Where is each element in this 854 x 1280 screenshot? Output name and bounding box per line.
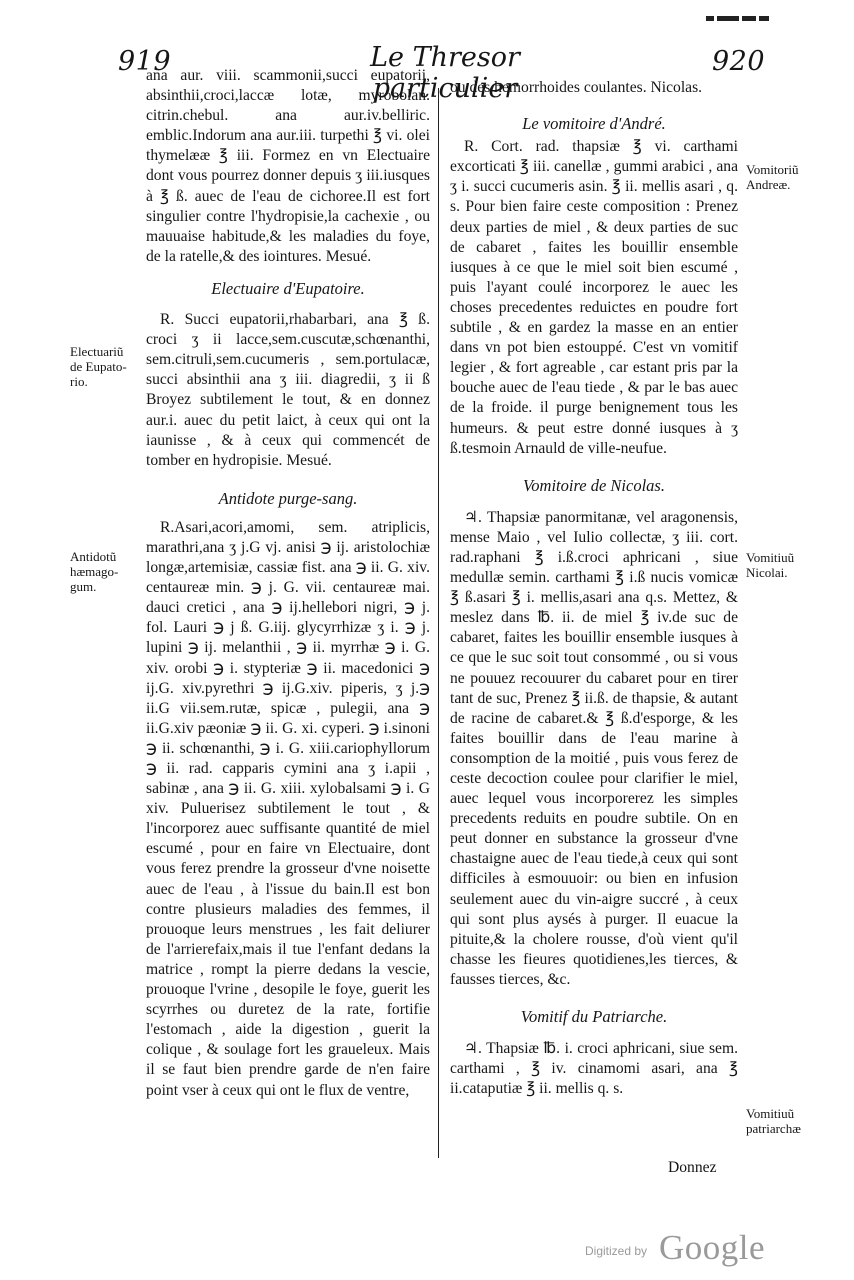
recipe-vomitoire-andre: R. Cort. rad. thapsiæ ℥ vi. carthami excorticati ℥ iii. canellæ , gummi arabici , ana ʒ i. succi cucumeris asin. ℥ ii. mellis asari , q. s. Pour bien faire ceste composition : Prenez deux parties de miel , & deux parties de suc de cabaret , faites les bouillir ensemble iusques à ce que le miel soit bien escumé , puis l'ayant coulé incorporez le auec les choses precedentes reduictes en poudre fort subtile , & en gardez la masse en an entier dans vn pot bien estouppé. C'est vn vomitif legier , & fort agreable , car estant pris par la bouche auec de l'eau tiede , & par le bas auec de la froide. il purge benignement tous les humeurs. & peut estre donné iusques à ʒ ß.tesmoin Arnauld de ville-neufue. <box>450 138 738 457</box>
left-intro-paragraph: ana aur. viii. scammonii,succi eupatorii, absinthii,croci,laccæ lotæ, myrobolan. citrin.chebul. ana aur.iv.belliric. emblic.Indorum ana aur.iii. turpethi ℥ vi. olei thymelææ ℥ iii. Formez en vn Electuaire dont vous pourrez donner depuis ʒ iii.iusques à ℥ ß. auec de l'eau de cichoree.Il est fort singulier contre l'hydropisie,la cachexie , ou mauuaise habitude,& les maladies du foye, de la ratelle,& des iointures. Mesué. <box>146 67 430 265</box>
recipe-vomitif-patriarche: ♃. Thapsiæ ℔. i. croci aphricani, siue sem. carthami , ℥ iv. cinamomi asari, ana ℥ ii.cataputiæ ℥ ii. mellis q. s. <box>450 1040 738 1098</box>
page-number-right: 920 <box>712 46 766 77</box>
google-logo: Google <box>659 1228 766 1267</box>
column-divider <box>438 88 439 1158</box>
heading-vomitoire-andre: Le vomitoire d'André. <box>522 114 666 134</box>
scan-edge-mark <box>706 8 796 20</box>
right-intro-paragraph: ou des hemorrhoides coulantes. Nicolas. <box>450 79 703 96</box>
recipe-antidote: R.Asari,acori,amomi, sem. atriplicis, marathri,ana ʒ j.G vj. anisi ℈ ij. aristolochiæ longæ,artemisiæ, cassiæ fist. ana ℈ ii. G. xiv. centaureæ min. ℈ j. G. vii. centaureæ mai. dauci cretici , ana ℈ ij.hellebori nigri, ℈ j. fol. Lauri ℈ j ß. G.iij. glycyrrhizæ ʒ i. ℈ j. lupini ℈ ij. melanthii , ℈ ii. myrrhæ ℈ i. G. xiv. orobi ℈ i. stypteriæ ℈ ii. macedonici ℈ ij.G. xiv.pyrethri ℈ ij.G.xiv. piperis, ʒ j.℈ ii.G vii.sem.rutæ, spicæ , pulegii, ana ℈ ii.G.xiv pæoniæ ℈ ii. G. xi. cyperi. ℈ i.sinoni ℈ ii. schœnanthi, ℈ i. G. xiii.cariophyllorum ℈ ii. rad. capparis cymini ana ʒ i.apii , sabinæ , ana ℈ ii. G. xiii. xylobalsami ℈ i. G xiv. Puluerisez subtilement le tout , & l'incorporez auec suffisante quantité de miel escumé , pour en faire vn Electuaire, dont vous ferez prendre la grosseur d'vne noisette auec de l'eau , à l'issue du bain.Il est bon contre plusieurs maladies des femmes, il prouoque leurs menstrues , les fait deliurer de l'arrierefaix,mais il tue l'enfant dedans la matrice , rompt la pierre dedans la vescie, prouoque l'vrine , desopile le foye, guerit les scyrrhes ou duretez de la rate, fortifie l'estomach , aide la digestion , guerit la colique , & soulage fort les graueleux. Mais il se faut bien prendre garde de n'en faire point vser à ceux qui ont le flux de ventre, <box>146 518 430 1099</box>
margin-note-vomitorium-andreae: Vomitoriũ Andreæ. <box>746 162 799 192</box>
right-column <box>450 78 738 1099</box>
heading-vomitoire-nicolas: Vomitoire de Nicolas. <box>523 475 665 495</box>
running-title: Le Thresor particulier <box>370 42 520 104</box>
margin-note-antidotum: Antidotũ hæmago- gum. <box>70 549 119 594</box>
margin-note-vomitivum-nicolai: Vomitiuũ Nicolai. <box>746 550 795 580</box>
digitized-watermark <box>580 1228 766 1268</box>
recipe-eupatoire: R. Succi eupatorii,rhabarbari, ana ℥ ß. croci ʒ ii lacce,sem.cuscutæ,schœnanthi, sem.citruli,sem.cucumeris , sem.portulacæ, succi absinthii ana ʒ iii. diagredii, ʒ ii ß Broyez subtilement le tout, & en donnez aur.i. auec du petit laict, à ceux qui ont la iaunisse , & à ceux qui commencét de tomber en hydropisie. Mesué. <box>146 311 430 469</box>
catchword: Donnez <box>668 1159 717 1176</box>
digitized-by-text: Digitized by <box>585 1244 648 1258</box>
heading-vomitif-patriarche: Vomitif du Patriarche. <box>520 1007 668 1027</box>
margin-note-electuarium: Electuariũ de Eupato- rio. <box>70 344 127 389</box>
heading-electuaire-eupatoire: Electuaire d'Eupatoire. <box>211 278 365 298</box>
heading-antidote-purge-sang: Antidote purge-sang. <box>218 488 358 508</box>
recipe-vomitoire-nicolas: ♃. Thapsiæ panormitanæ, vel aragonensis, mense Maio , vel Iulio collectæ, ʒ iii. cort. rad.raphani ℥ i.ß.croci aphricani , siue medullæ semin. carthami ℥ i.ß nucis vomicæ ℥ ß.asari ℥ i. mellis,asari ana q.s. Mettez, & meslez dans ℔. ii. de miel ℥ iv.de suc de cabaret, faites les bouillir ensemble iusques à ce que le suc soit tout consommé , ou si vous ne pouuez recouurer du cabaret pour en tirer tant de suc, Prenez ℥ ii.ß. de thapsie, & autant de racine de cabaret.& ℥ ß.d'esporge, & les faites bouillir dans de l'eau marine à consomption de la moitié , puis vous ferez de ceste decoction coulee pour clarifier le miel, auec lequel vous incorporerez les simples precedents reduits en poudre subtile. On en peut donner en substance la grosseur d'vne chastaigne auec de l'eau tiede,à ceux qui sont difficiles à esmouuoir: ou bien en infusion seulement auec du vin-aigre succré , à ceux qui sont plus aysés à purger. Il euacue la pituite,& la cholere rousse, d'où vient qu'il chasse les fieures quotidienes,les tierces, & fausses tierces, &c. <box>450 508 738 988</box>
left-column <box>146 66 430 1101</box>
margin-note-vomitivum-patriarchae: Vomitiuũ patriarchæ <box>746 1106 801 1136</box>
page-number-left: 919 <box>118 46 172 77</box>
